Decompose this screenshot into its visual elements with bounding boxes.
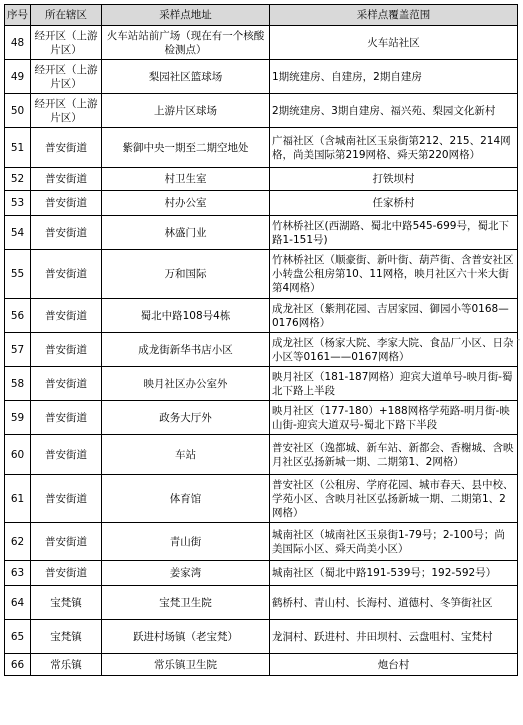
table-header-row xyxy=(5,5,518,26)
cell-number: 63 xyxy=(5,561,31,586)
table-row xyxy=(5,250,518,299)
document-page xyxy=(4,4,518,676)
table-row xyxy=(5,561,518,586)
cell-address: 万和国际 xyxy=(102,250,270,299)
cell-coverage: 城南社区（城南社区玉泉街1-79号；2-100号；尚美国际小区、舜天尚美小区） xyxy=(270,523,518,561)
cell-address: 姜家湾 xyxy=(102,561,270,586)
cell-district: 普安街道 xyxy=(31,216,102,250)
table-row xyxy=(5,94,518,128)
cell-number: 57 xyxy=(5,333,31,367)
cell-number: 62 xyxy=(5,523,31,561)
table-row xyxy=(5,333,518,367)
cell-address: 政务大厅外 xyxy=(102,401,270,435)
cell-coverage: 普安社区（公租房、学府花园、城市春天、县中校、学苑小区、含映月社区弘扬新城一期、二期第1、2网格） xyxy=(270,475,518,523)
header-district: 所在辖区 xyxy=(31,5,102,26)
cell-address: 常乐镇卫生院 xyxy=(102,654,270,676)
cell-number: 56 xyxy=(5,299,31,333)
cell-address: 林盛门业 xyxy=(102,216,270,250)
table-row xyxy=(5,367,518,401)
cell-district: 普安街道 xyxy=(31,168,102,191)
cell-address: 紫御中央一期至二期空地处 xyxy=(102,128,270,168)
cell-coverage: 竹林桥社区(西湖路、蜀北中路545-699号，蜀北下路1-151号) xyxy=(270,216,518,250)
header-number: 序号 xyxy=(5,5,31,26)
cell-number: 59 xyxy=(5,401,31,435)
cell-district: 经开区（上游片区） xyxy=(31,94,102,128)
cell-address: 上游片区球场 xyxy=(102,94,270,128)
cell-number: 66 xyxy=(5,654,31,676)
cell-number: 53 xyxy=(5,191,31,216)
cell-coverage: 任家桥村 xyxy=(270,191,518,216)
cell-district: 经开区（上游片区） xyxy=(31,26,102,60)
cell-district: 普安街道 xyxy=(31,191,102,216)
table-row xyxy=(5,26,518,60)
cell-district: 普安街道 xyxy=(31,250,102,299)
cell-number: 64 xyxy=(5,586,31,620)
cell-number: 61 xyxy=(5,475,31,523)
cell-number: 48 xyxy=(5,26,31,60)
cell-district: 普安街道 xyxy=(31,333,102,367)
cell-district: 常乐镇 xyxy=(31,654,102,676)
cell-number: 52 xyxy=(5,168,31,191)
table-row xyxy=(5,523,518,561)
cell-number: 51 xyxy=(5,128,31,168)
cell-address: 梨园社区篮球场 xyxy=(102,60,270,94)
cell-coverage: 普安社区（逸都城、新车站、新都会、香榭城、含映月社区弘扬新城一期、二期第1、2网格） xyxy=(270,435,518,475)
table-row xyxy=(5,168,518,191)
cell-district: 普安街道 xyxy=(31,128,102,168)
cell-coverage: 城南社区（蜀北中路191-539号；192-592号） xyxy=(270,561,518,586)
cell-coverage: 打铁坝村 xyxy=(270,168,518,191)
table-row xyxy=(5,191,518,216)
cell-coverage: 龙洞村、跃进村、井田坝村、云盘咀村、宝梵村 xyxy=(270,620,518,654)
cell-address: 青山街 xyxy=(102,523,270,561)
table-row xyxy=(5,620,518,654)
cell-district: 普安街道 xyxy=(31,299,102,333)
table-row xyxy=(5,128,518,168)
cell-coverage: 1期统建房、自建房，2期自建房 xyxy=(270,60,518,94)
cell-address: 车站 xyxy=(102,435,270,475)
cell-district: 普安街道 xyxy=(31,561,102,586)
cell-address: 映月社区办公室外 xyxy=(102,367,270,401)
page-edge-marker: - xyxy=(517,335,521,345)
cell-number: 50 xyxy=(5,94,31,128)
cell-address: 跃进村场镇（老宝梵） xyxy=(102,620,270,654)
cell-coverage: 2期统建房、3期自建房、福兴苑、梨园文化新村 xyxy=(270,94,518,128)
cell-address: 蜀北中路108号4栋 xyxy=(102,299,270,333)
cell-district: 宝梵镇 xyxy=(31,620,102,654)
cell-address: 宝梵卫生院 xyxy=(102,586,270,620)
cell-address: 火车站站前广场（现在有一个核酸检测点） xyxy=(102,26,270,60)
cell-number: 58 xyxy=(5,367,31,401)
cell-district: 普安街道 xyxy=(31,435,102,475)
cell-coverage: 映月社区（177-180）+188网格学苑路-明月街-映山街-迎宾大道双号-蜀北下路下半段 xyxy=(270,401,518,435)
header-coverage: 采样点覆盖范围 xyxy=(270,5,518,26)
table-row xyxy=(5,401,518,435)
cell-coverage: 火车站社区 xyxy=(270,26,518,60)
cell-coverage: 炮台村 xyxy=(270,654,518,676)
cell-address: 体育馆 xyxy=(102,475,270,523)
cell-number: 54 xyxy=(5,216,31,250)
cell-district: 宝梵镇 xyxy=(31,586,102,620)
cell-coverage: 成龙社区（杨家大院、李家大院、食品厂小区、日杂小区等0161——0167网格） xyxy=(270,333,518,367)
cell-district: 普安街道 xyxy=(31,523,102,561)
cell-number: 60 xyxy=(5,435,31,475)
cell-coverage: 鹤桥村、青山村、长海村、道德村、冬笋街社区 xyxy=(270,586,518,620)
cell-address: 村办公室 xyxy=(102,191,270,216)
table-row xyxy=(5,654,518,676)
cell-district: 普安街道 xyxy=(31,401,102,435)
table-row xyxy=(5,586,518,620)
table-row xyxy=(5,299,518,333)
cell-coverage: 映月社区（181-187网格）迎宾大道单号-映月街-蜀北下路上半段 xyxy=(270,367,518,401)
cell-district: 普安街道 xyxy=(31,367,102,401)
cell-district: 普安街道 xyxy=(31,475,102,523)
cell-number: 49 xyxy=(5,60,31,94)
table-row xyxy=(5,60,518,94)
cell-coverage: 广福社区（含城南社区玉泉街第212、215、214网格，尚美国际第219网格、舜天第220网格） xyxy=(270,128,518,168)
cell-coverage: 竹林桥社区（顺豪街、新叶街、葫芦街、含普安社区小转盘公租房第10、11网格，映月社区六十米大街第4网格） xyxy=(270,250,518,299)
cell-coverage: 成龙社区（紫荆花园、吉居家园、御园小等0168—0176网格） xyxy=(270,299,518,333)
cell-address: 村卫生室 xyxy=(102,168,270,191)
table-row xyxy=(5,435,518,475)
table-row xyxy=(5,216,518,250)
sampling-site-table xyxy=(4,4,518,676)
cell-number: 65 xyxy=(5,620,31,654)
cell-district: 经开区（上游片区） xyxy=(31,60,102,94)
cell-number: 55 xyxy=(5,250,31,299)
header-address: 采样点地址 xyxy=(102,5,270,26)
table-row xyxy=(5,475,518,523)
cell-address: 成龙街新华书店小区 xyxy=(102,333,270,367)
